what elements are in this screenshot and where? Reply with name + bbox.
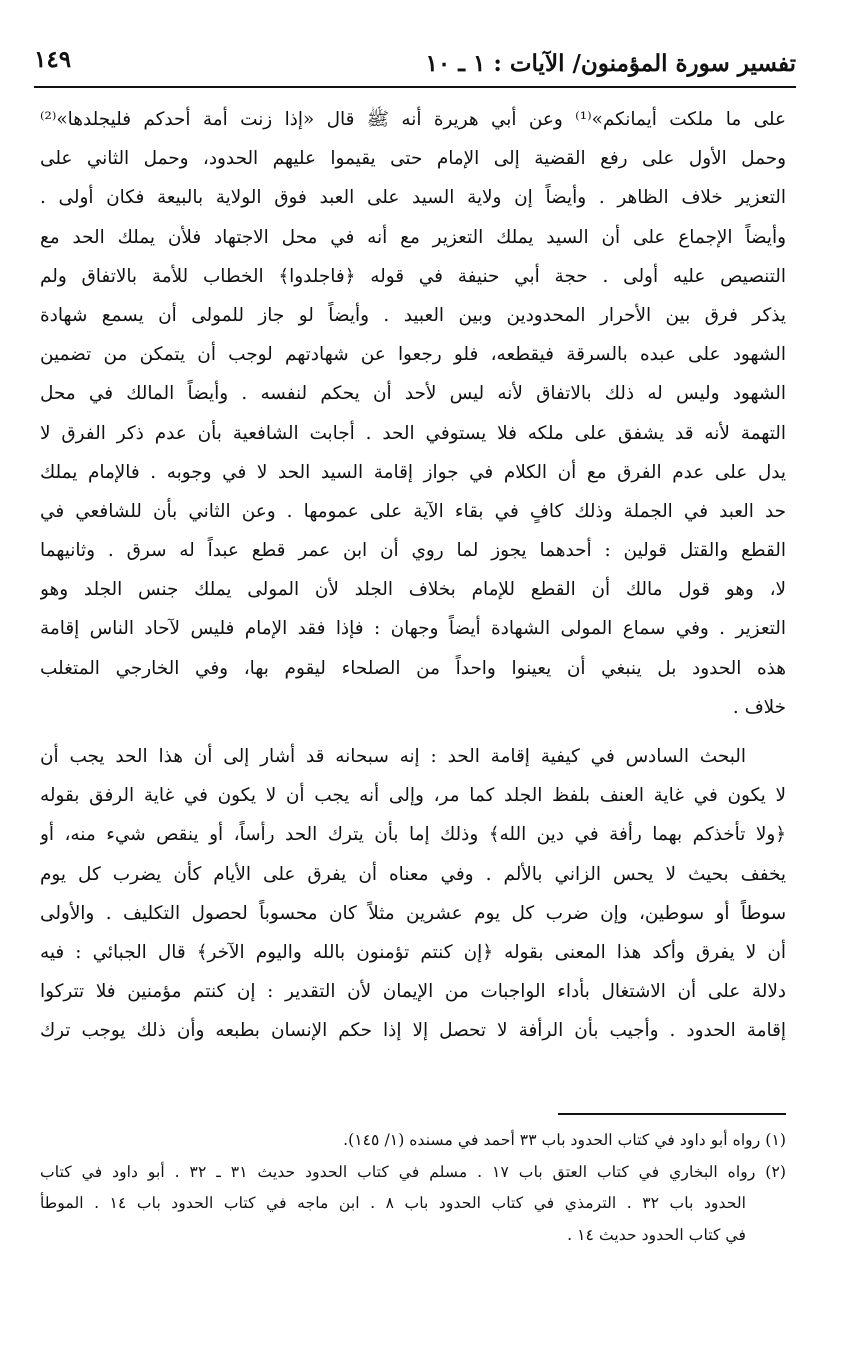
- main-text: [40, 100, 786, 1051]
- text-line: التنصيص عليه أولى . حجة أبي حنيفة في قوله ﴿فاجلدوا﴾ الخطاب للأمة بالاتفاق ولم: [40, 265, 786, 287]
- footnote: (٢) رواه البخاري في كتاب العتق باب ١٧ . مسلم في كتاب الحدود حديث ٣١ ـ ٣٢ . أبو داود في كتاب: [40, 1161, 786, 1181]
- text-line: الشهود على عبده بالسرقة فيقطعه، فلو رجعوا عن شهادتهم لوجب أن يتمكن من تضمين: [40, 344, 786, 366]
- text-line: سوطاً أو سوطين، وإن ضرب كل يوم عشرين مثلاً كان محسوباً لحصول التكليف . والأولى: [40, 902, 786, 924]
- running-header: [34, 40, 796, 88]
- footnotes: [40, 1124, 786, 1250]
- text-line: يخفف بحيث لا يحس الزاني بالألم . وفي معناه أن يفرق على الأيام كأن يضرب كل يوم: [40, 863, 786, 885]
- text-line: هذه الحدود بل ينبغي أن يعينوا واحداً من الصلحاء ليقوم بها، وفي الخارجي المتغلب: [40, 657, 786, 679]
- footnote: في كتاب الحدود حديث ١٤ .: [567, 1224, 746, 1244]
- footnote: الحدود باب ٣٢ . الترمذي في كتاب الحدود باب ٨ . ابن ماجه في كتاب الحدود باب ١٤ . الموطأ: [40, 1193, 747, 1212]
- footnote-separator: [558, 1113, 786, 1115]
- page-title: تفسير سورة المؤمنون/ الآيات : ١ ـ ١٠: [425, 50, 796, 77]
- text-line: التعزير . وفي سماع المولى الشهادة أيضاً وجهان : فإذا فقد الإمام فليس لآحاد الناس إقامة: [40, 618, 786, 640]
- text-line: حد العبد في الجملة وذلك كافٍ في بقاء الآية على عمومها . وعن الثاني بأن للشافعي في: [40, 500, 786, 522]
- text-line: إقامة الحدود . وأجيب بأن الرأفة لا تحصل إلا إذا حكم الإنسان بطبعه وأن ذلك يوجب ترك: [40, 1020, 786, 1042]
- text-line: الشهود وليس له ذلك بالاتفاق لأنه ليس لأحد أن يحكم لنفسه . وأيضاً المالك في محل: [40, 383, 786, 405]
- text-line: على ما ملكت أيمانكم»⁽¹⁾ وعن أبي هريرة أنه ﷺ قال «إذا زنت أمة أحدكم فليجلدها»⁽²⁾: [40, 109, 786, 130]
- text-line: دلالة على أن الاشتغال بأداء الواجبات من الإيمان لأن التقدير : إن كنتم مؤمنين فلا تتركوا: [40, 981, 786, 1003]
- text-line: خلاف .: [732, 696, 786, 718]
- text-line: وأيضاً الإجماع على أن السيد يملك التعزير مع أنه في محل الاجتهاد فلأن يملك الحد مع: [40, 226, 786, 248]
- text-line: البحث السادس في كيفية إقامة الحد : إنه سبحانه قد أشار إلى أن هذا الحد يجب أن: [40, 746, 746, 767]
- text-line: لا، وهو قول مالك أن القطع للإمام بخلاف الجلد لأن المولى يملك جنس الجلد وهو: [40, 579, 786, 601]
- text-line: ﴿ولا تأخذكم بهما رأفة في دين الله﴾ وذلك إما بأن يترك الحد رأساً، أو ينقص شيء منه، أو: [40, 824, 786, 846]
- text-line: التهمة لأنه قد يشفق على ملكه فلا يستوفي الحد . أجابت الشافعية بأن عدم ذكر الفرق لا: [40, 422, 786, 444]
- text-line: لا يكون في غاية العنف بلفظ الجلد كما مر، وإلى أنه يجب أن لا يكون في غاية الرفق بقوله: [40, 785, 786, 807]
- text-line: التعزير خلاف الظاهر . وأيضاً إن ولاية السيد على العبد فوق الولاية بالبيعة فكان أولى .: [40, 187, 786, 209]
- text-line: أن لا يفرق وأكد هذا المعنى بقوله ﴿إن كنتم تؤمنون بالله واليوم الآخر﴾ قال الجبائي : فيه: [40, 941, 786, 963]
- text-line: القطع والقتل قولين : أحدهما يجوز لما روي أن ابن عمر قطع عبداً له سرق . وثانيهما: [40, 540, 786, 562]
- text-line: يذكر فرق بين الأحرار المحدودين وبين العبيد . وأيضاً لو جاز للمولى أن يسمع شهادة: [40, 304, 786, 326]
- page-number: ١٤٩: [34, 46, 72, 73]
- text-line: وحمل الأول على رفع القضية إلى الإمام حتى يقيموا عليهم الحدود، وحمل الثاني على: [40, 148, 786, 170]
- text-line: يدل على عدم الفرق مع أن الكلام في جواز إقامة السيد الحد لا في وجوبه . فالإمام يملك: [40, 461, 786, 483]
- footnote: (١) رواه أبو داود في كتاب الحدود باب ٣٣ أحمد في مسنده (١/ ١٤٥).: [343, 1130, 786, 1149]
